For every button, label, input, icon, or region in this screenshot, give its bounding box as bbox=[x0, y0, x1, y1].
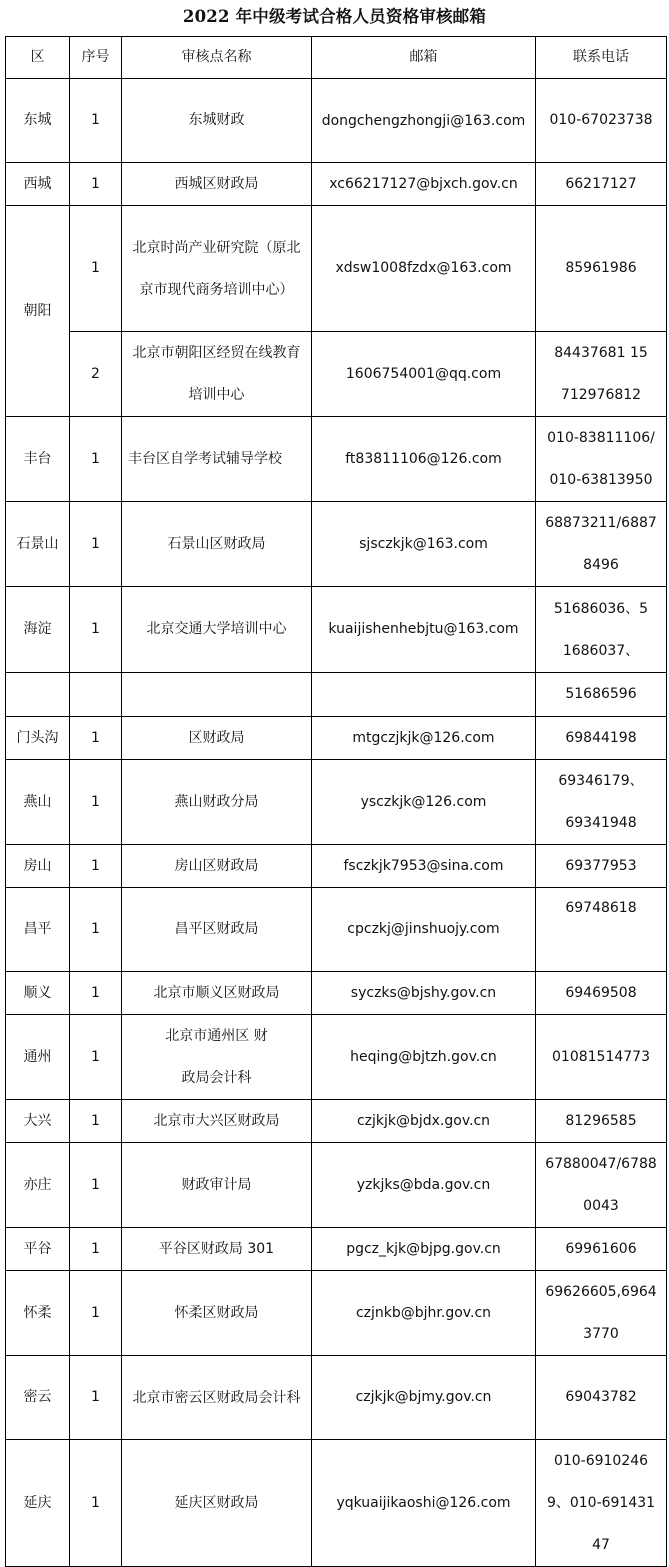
cell-email: yqkuaijikaoshi@126.com bbox=[312, 1440, 536, 1567]
cell-district: 亦庄 bbox=[6, 1143, 70, 1228]
cell-site bbox=[122, 673, 312, 717]
cell-seq: 1 bbox=[70, 587, 122, 673]
cell-seq: 1 bbox=[70, 888, 122, 972]
cell-seq: 2 bbox=[70, 332, 122, 417]
cell-seq: 1 bbox=[70, 1271, 122, 1356]
table-row bbox=[6, 502, 667, 587]
cell-site: 北京市通州区 财政局会计科 bbox=[122, 1015, 312, 1100]
cell-email: 1606754001@qq.com bbox=[312, 332, 536, 417]
cell-phone: 69748618 bbox=[536, 888, 667, 972]
cell-site: 北京市顺义区财政局 bbox=[122, 972, 312, 1015]
cell-seq: 1 bbox=[70, 1015, 122, 1100]
cell-email: xdsw1008fzdx@163.com bbox=[312, 206, 536, 332]
cell-district: 西城 bbox=[6, 163, 70, 206]
cell-phone: 69043782 bbox=[536, 1356, 667, 1440]
cell-email bbox=[312, 673, 536, 717]
cell-email: mtgczjkjk@126.com bbox=[312, 717, 536, 760]
cell-seq: 1 bbox=[70, 1440, 122, 1567]
cell-phone: 69469508 bbox=[536, 972, 667, 1015]
cell-phone: 01081514773 bbox=[536, 1015, 667, 1100]
page-title: 2022 年中级考试合格人员资格审核邮箱 bbox=[182, 7, 487, 26]
cell-district: 东城 bbox=[6, 79, 70, 163]
cell-site: 财政审计局 bbox=[122, 1143, 312, 1228]
cell-email: cpczkj@jinshuojy.com bbox=[312, 888, 536, 972]
table-row bbox=[6, 1015, 667, 1100]
cell-site: 延庆区财政局 bbox=[122, 1440, 312, 1567]
cell-site: 北京市密云区财政局会计科 bbox=[122, 1356, 312, 1440]
table-row bbox=[6, 1356, 667, 1440]
table-row bbox=[6, 417, 667, 502]
cell-site: 怀柔区财政局 bbox=[122, 1271, 312, 1356]
cell-phone: 69626605,69643770 bbox=[536, 1271, 667, 1356]
cell-district: 燕山 bbox=[6, 760, 70, 845]
cell-email: fsczkjk7953@sina.com bbox=[312, 845, 536, 888]
cell-site: 丰台区自学考试辅导学校 bbox=[122, 417, 312, 502]
table-row bbox=[6, 888, 667, 972]
cell-seq: 1 bbox=[70, 206, 122, 332]
table-row bbox=[6, 673, 667, 717]
table-row bbox=[6, 1143, 667, 1228]
cell-email: ysczkjk@126.com bbox=[312, 760, 536, 845]
cell-site: 燕山财政分局 bbox=[122, 760, 312, 845]
cell-district: 房山 bbox=[6, 845, 70, 888]
cell-seq: 1 bbox=[70, 1228, 122, 1271]
cell-district: 顺义 bbox=[6, 972, 70, 1015]
cell-district: 海淀 bbox=[6, 587, 70, 673]
cell-phone: 010-83811106/ 010-63813950 bbox=[536, 417, 667, 502]
cell-phone: 010-69102469、010-69143147 bbox=[536, 1440, 667, 1567]
table-row bbox=[6, 1271, 667, 1356]
cell-district: 石景山 bbox=[6, 502, 70, 587]
table-row bbox=[6, 206, 667, 332]
table-row bbox=[6, 760, 667, 845]
cell-seq: 1 bbox=[70, 79, 122, 163]
header-email: 邮箱 bbox=[312, 37, 536, 79]
cell-email: yzkjks@bda.gov.cn bbox=[312, 1143, 536, 1228]
table-row bbox=[6, 79, 667, 163]
cell-phone: 010-67023738 bbox=[536, 79, 667, 163]
cell-email: dongchengzhongji@163.com bbox=[312, 79, 536, 163]
table-row bbox=[6, 972, 667, 1015]
cell-district: 平谷 bbox=[6, 1228, 70, 1271]
cell-site: 平谷区财政局 301 bbox=[122, 1228, 312, 1271]
cell-email: heqing@bjtzh.gov.cn bbox=[312, 1015, 536, 1100]
cell-phone: 69844198 bbox=[536, 717, 667, 760]
cell-phone: 81296585 bbox=[536, 1100, 667, 1143]
cell-seq: 1 bbox=[70, 1100, 122, 1143]
cell-district: 延庆 bbox=[6, 1440, 70, 1567]
cell-site: 东城财政 bbox=[122, 79, 312, 163]
table-row bbox=[6, 1228, 667, 1271]
cell-district: 丰台 bbox=[6, 417, 70, 502]
cell-phone: 69346179、69341948 bbox=[536, 760, 667, 845]
cell-phone: 67880047/67880043 bbox=[536, 1143, 667, 1228]
cell-email: xc66217127@bjxch.gov.cn bbox=[312, 163, 536, 206]
cell-phone: 84437681 15712976812 bbox=[536, 332, 667, 417]
cell-district: 门头沟 bbox=[6, 717, 70, 760]
cell-seq: 1 bbox=[70, 717, 122, 760]
cell-phone: 66217127 bbox=[536, 163, 667, 206]
cell-site: 北京交通大学培训中心 bbox=[122, 587, 312, 673]
cell-email: sjsczkjk@163.com bbox=[312, 502, 536, 587]
cell-phone: 51686036、51686037、 bbox=[536, 587, 667, 673]
cell-site: 房山区财政局 bbox=[122, 845, 312, 888]
cell-seq: 1 bbox=[70, 163, 122, 206]
cell-email: ft83811106@126.com bbox=[312, 417, 536, 502]
table-row bbox=[6, 587, 667, 673]
header-phone: 联系电话 bbox=[536, 37, 667, 79]
cell-seq: 1 bbox=[70, 760, 122, 845]
cell-district: 通州 bbox=[6, 1015, 70, 1100]
header-seq: 序号 bbox=[70, 37, 122, 79]
cell-phone: 68873211/68878496 bbox=[536, 502, 667, 587]
header-site: 审核点名称 bbox=[122, 37, 312, 79]
cell-email: czjkjk@bjdx.gov.cn bbox=[312, 1100, 536, 1143]
cell-phone: 85961986 bbox=[536, 206, 667, 332]
cell-seq: 1 bbox=[70, 1356, 122, 1440]
cell-district: 怀柔 bbox=[6, 1271, 70, 1356]
cell-site: 昌平区财政局 bbox=[122, 888, 312, 972]
table-row bbox=[6, 332, 667, 417]
table-row bbox=[6, 845, 667, 888]
cell-phone: 69961606 bbox=[536, 1228, 667, 1271]
cell-seq: 1 bbox=[70, 417, 122, 502]
table-row bbox=[6, 717, 667, 760]
cell-seq: 1 bbox=[70, 845, 122, 888]
cell-district: 大兴 bbox=[6, 1100, 70, 1143]
cell-seq: 1 bbox=[70, 972, 122, 1015]
table-row bbox=[6, 1100, 667, 1143]
cell-email: kuaijishenhebjtu@163.com bbox=[312, 587, 536, 673]
cell-email: czjnkb@bjhr.gov.cn bbox=[312, 1271, 536, 1356]
cell-email: czjkjk@bjmy.gov.cn bbox=[312, 1356, 536, 1440]
cell-district: 朝阳 bbox=[6, 206, 70, 417]
cell-seq bbox=[70, 673, 122, 717]
table-row bbox=[6, 163, 667, 206]
cell-phone: 69377953 bbox=[536, 845, 667, 888]
table-header-row bbox=[6, 37, 667, 79]
cell-district bbox=[6, 673, 70, 717]
cell-seq: 1 bbox=[70, 502, 122, 587]
cell-district: 密云 bbox=[6, 1356, 70, 1440]
cell-site: 石景山区财政局 bbox=[122, 502, 312, 587]
cell-district: 昌平 bbox=[6, 888, 70, 972]
header-district: 区 bbox=[6, 37, 70, 79]
cell-site: 北京市朝阳区经贸在线教育培训中心 bbox=[122, 332, 312, 417]
cell-phone: 51686596 bbox=[536, 673, 667, 717]
table-row bbox=[6, 1440, 667, 1567]
cell-email: syczks@bjshy.gov.cn bbox=[312, 972, 536, 1015]
cell-site: 西城区财政局 bbox=[122, 163, 312, 206]
cell-email: pgcz_kjk@bjpg.gov.cn bbox=[312, 1228, 536, 1271]
cell-seq: 1 bbox=[70, 1143, 122, 1228]
cell-site: 北京时尚产业研究院（原北京市现代商务培训中心） bbox=[122, 206, 312, 332]
cell-site: 北京市大兴区财政局 bbox=[122, 1100, 312, 1143]
audit-email-table bbox=[5, 36, 667, 1567]
cell-site: 区财政局 bbox=[122, 717, 312, 760]
